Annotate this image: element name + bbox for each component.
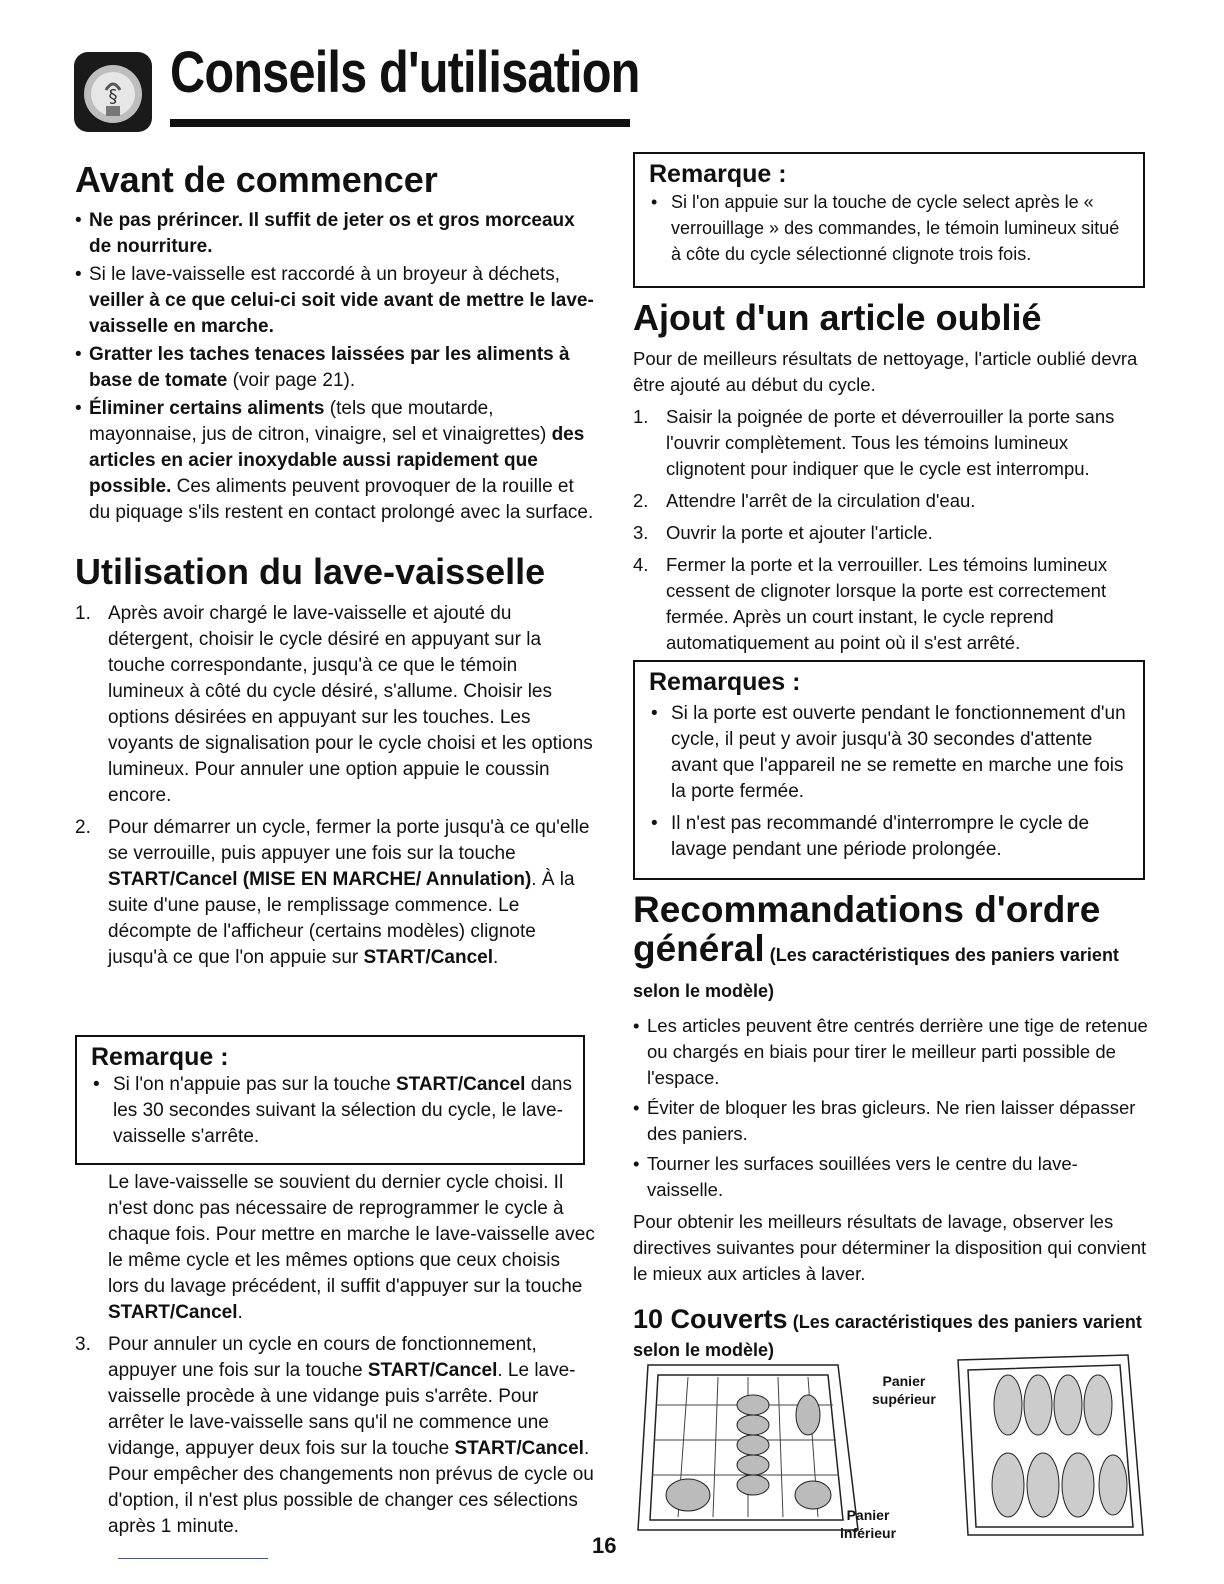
step-text: Pour annuler un cycle en cours de fonctionnement, appuyer une fois sur la touche xyxy=(108,1334,537,1381)
step-text: Pour démarrer un cycle, fermer la porte jusqu'à ce qu'elle se verrouille, puis appuyer une fois sur la touche xyxy=(108,817,590,865)
step-number: 3. xyxy=(75,1334,91,1355)
bullet-text-bold: Ne pas prérincer. Il suffit de jeter os et gros morceaux de nourriture. xyxy=(89,209,575,257)
remarque-box-left xyxy=(75,1035,585,1165)
left-column xyxy=(75,160,595,977)
step-text: Saisir la poignée de porte et déverrouiller la porte sans l'ouvrir complètement. Tous les témoins lumineux clignotent pour indiquer que le cycle est interrompu. xyxy=(666,405,1115,479)
list-item xyxy=(75,342,595,394)
utilisation-steps-cont xyxy=(75,1332,595,1540)
reco-list xyxy=(633,1013,1148,1203)
list-item: • Si l'on appuie sur la touche de cycle select après le « verrouillage » des commandes, le témoin lumineux situé à côte du cycle sélectionné clignote trois fois. xyxy=(649,189,1133,267)
paragraph-text: Le lave-vaisselle se souvient du dernier cycle choisi. Il n'est donc pas nécessaire de reprogrammer le cycle à chaque fois. Pour mettre en marche le lave-vaisselle avec le même cycle et les mêmes options que ceux choisis lors du lavage précédent, il suffit d'appuyer sur la touche xyxy=(108,1172,595,1297)
remarque-title: Remarque : xyxy=(91,1043,229,1071)
list-item: • Tourner les surfaces souillées vers le centre du lave-vaisselle. xyxy=(633,1151,1148,1203)
step-text: . xyxy=(493,947,499,969)
right-column xyxy=(633,298,1148,662)
remarque-title: Remarque : xyxy=(649,160,787,188)
couverts-note: (Les caractéristiques des paniers varient selon le modèle) xyxy=(633,1311,1142,1360)
list-item: • Éviter de bloquer les bras gicleurs. Ne rien laisser dépasser des paniers. xyxy=(633,1095,1148,1147)
step-text: Ouvrir la porte et ajouter l'article. xyxy=(666,521,933,543)
remarque-list xyxy=(91,1072,573,1150)
left-column-continued xyxy=(75,1170,595,1546)
list-item xyxy=(75,262,595,340)
step-number: 1. xyxy=(633,405,649,427)
avant-list xyxy=(75,208,595,526)
remarques-list xyxy=(649,701,1133,863)
step-text: . À la suite d'une pause, le remplissage commence. Le décompte de l'afficheur (certains modèles) clignote jusqu'à ce que l'on appuie sur xyxy=(108,869,575,969)
label-text: supérieur xyxy=(872,1391,936,1407)
remarques-title: Remarques : xyxy=(649,668,801,696)
paragraph-text: . xyxy=(237,1302,243,1323)
list-item: • Si la porte est ouverte pendant le fonctionnement d'un cycle, il peut y avoir jusqu'à 30 secondes d'attente avant que l'appareil ne se remette en marche une fois la porte fermée. xyxy=(649,701,1133,805)
step-text: . Le lave-vaisselle procède à une vidange puis s'arrête. Pour arrêter le lave-vaisselle sans qu'il ne commence une vidange, appuyer deux fois sur la touche xyxy=(108,1360,576,1459)
remarque-text-bold: START/Cancel xyxy=(395,1074,526,1095)
list-item xyxy=(75,396,595,526)
list-item xyxy=(75,601,595,809)
list-item xyxy=(75,815,595,971)
list-item xyxy=(75,208,595,260)
section-heading-utilisation: Utilisation du lave-vaisselle xyxy=(75,550,546,592)
step-text-bold: START/Cancel xyxy=(454,1438,584,1459)
remarque-box-top xyxy=(633,152,1145,288)
page-title: Conseils d'utilisation xyxy=(170,40,640,105)
bullet-text-bold: des articles en acier inoxydable aussi rapidement que possible. xyxy=(89,423,585,497)
reco-heading-word: général xyxy=(633,927,765,969)
remarques-box xyxy=(633,660,1145,880)
remarque-text: dans les 30 secondes suivant la sélection du cycle, le lave-vaisselle s'arrête. xyxy=(113,1074,572,1147)
page-number: 16 xyxy=(592,1533,617,1558)
list-item: • Les articles peuvent être centrés derrière une tige de retenue ou chargés en biais pour tirer le meilleur parti possible de l'espace. xyxy=(633,1013,1148,1091)
step-text: . Pour empêcher des changements non prévus de cycle ou d'option, il n'est plus possible de changer ces sélections après 1 minute. xyxy=(108,1438,594,1537)
utilisation-steps xyxy=(75,601,595,971)
paragraph-text-bold: START/Cancel xyxy=(108,1302,238,1323)
label-text: Panier xyxy=(882,1373,926,1389)
step-number: 2. xyxy=(633,489,649,511)
list-item xyxy=(633,520,1148,546)
list-item xyxy=(633,488,1148,514)
bullet-text: Ces aliments peuvent provoquer de la rouille et du piquage s'ils restent en contact prolongé avec la surface. xyxy=(89,475,594,523)
bullet-text: Si le lave-vaisselle est raccordé à un broyeur à déchets, xyxy=(89,263,561,285)
section-heading-ajout: Ajout d'un article oublié xyxy=(633,297,1042,338)
ajout-steps xyxy=(633,404,1148,656)
step-number: 3. xyxy=(633,521,649,543)
lightbulb-icon xyxy=(72,50,154,134)
ajout-intro: Pour de meilleurs résultats de nettoyage, l'article oublié devra être ajouté au début du cycle. xyxy=(633,347,1138,395)
couverts-heading: 10 Couverts xyxy=(633,1303,788,1334)
step-text: Fermer la porte et la verrouiller. Les témoins lumineux cessent de clignoter lorsque la porte est correctement fermée. Après un court instant, le cycle reprend automatiquement au point où il s'est arrêté. xyxy=(666,553,1108,653)
step-text: Attendre l'arrêt de la circulation d'eau. xyxy=(666,489,976,511)
bullet-text: (voir page 21). xyxy=(227,369,356,391)
reco-note: (Les caractéristiques des paniers varient selon le modèle) xyxy=(633,944,1119,1001)
step-number: 2. xyxy=(75,817,91,839)
label-text: inférieur xyxy=(840,1525,897,1541)
step-number: 4. xyxy=(633,553,649,575)
remarque-text: Si l'on n'appuie pas sur la touche xyxy=(113,1074,396,1095)
bullet-text-bold: Gratter les taches tenaces laissées par les aliments à base de tomate xyxy=(89,343,570,391)
label-panier-superieur xyxy=(872,1372,936,1408)
remarque-list xyxy=(649,189,1133,267)
right-column-lower xyxy=(633,890,1148,1364)
step-text: Après avoir chargé le lave-vaisselle et ajouté du détergent, choisir le cycle désiré en appuyant sur la touche correspondante, jusqu'à ce que le témoin lumineux à côté du cycle désiré, s'allume. Choisir les options désirées en appuyant sur les touches. Les voyants de signalisation pour le cycle choisi et les options lumineux. Pour annuler une option appuie le coussin encore. xyxy=(108,603,593,807)
reco-outro: Pour obtenir les meilleurs résultats de lavage, observer les directives suivantes pour déterminer la disposition qui convient le mieux aux articles à laver. xyxy=(633,1210,1147,1284)
label-text: Panier xyxy=(846,1507,890,1523)
list-item xyxy=(633,404,1148,482)
section-heading-avant: Avant de commencer xyxy=(75,159,438,200)
list-item xyxy=(75,1332,595,1540)
list-item xyxy=(91,1072,573,1150)
step-text-bold: START/Cancel (MISE EN MARCHE/ Annulation) xyxy=(108,869,532,891)
label-panier-inferieur xyxy=(840,1506,896,1542)
svg-text:§: § xyxy=(108,86,118,107)
title-rule xyxy=(170,119,630,127)
bullet-text: (tels que moutarde, mayonnaise, jus de citron, vinaigre, sel et vinaigrettes) xyxy=(89,397,552,445)
section-heading-reco: Recommandations d'ordre xyxy=(633,889,1101,930)
bullet-text-bold: veiller à ce que celui-ci soit vide avant de mettre le lave-vaisselle en marche. xyxy=(89,289,594,337)
list-item xyxy=(633,552,1148,656)
footer-rule xyxy=(118,1558,268,1559)
reco-subheading xyxy=(633,927,1148,1009)
step-text-bold: START/Cancel xyxy=(363,947,494,969)
list-item: • Il n'est pas recommandé d'interrompre le cycle de lavage pendant une période prolongée. xyxy=(649,811,1133,863)
step-number: 1. xyxy=(75,603,91,625)
step-text-bold: START/Cancel xyxy=(367,1360,498,1381)
memory-paragraph xyxy=(75,1170,595,1326)
bullet-text-bold: Éliminer certains aliments xyxy=(89,397,325,419)
